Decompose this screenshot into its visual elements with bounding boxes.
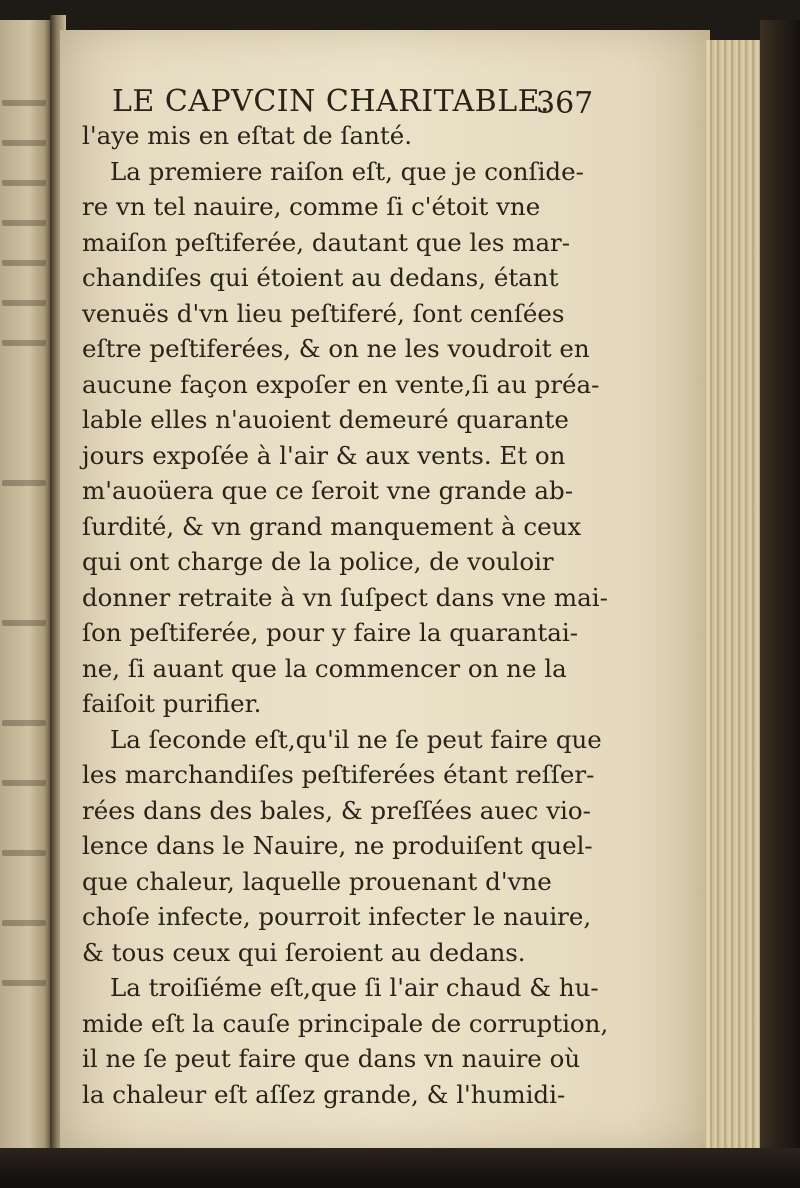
show-through-mark [2, 850, 46, 856]
text-line: eſtre peſtiferées, & on ne les voudroit en [82, 334, 590, 363]
show-through-mark [2, 780, 46, 786]
show-through-mark [2, 340, 46, 346]
text-line: l'aye mis en eſtat de ſanté. [82, 121, 413, 150]
previous-page-edge [0, 20, 52, 1160]
text-line: lence dans le Nauire, ne produiſent quel- [82, 831, 593, 860]
text-line: La ſeconde eſt,qu'il ne ſe peut faire que [110, 724, 602, 754]
text-line: venuës d'vn lieu peſtiferé, ſont cenſées [82, 298, 565, 328]
show-through-mark [2, 480, 46, 486]
body-text [82, 118, 700, 1112]
show-through-mark [2, 140, 46, 146]
show-through-mark [2, 260, 46, 266]
text-line: La troiſiéme eſt,que ſi l'air chaud & hu- [110, 973, 599, 1002]
text-line: jours expoſée à l'air & aux vents. Et on [82, 440, 566, 470]
show-through-mark [2, 300, 46, 306]
text-line: ne, ſi auant que la commencer on ne la [82, 653, 567, 683]
text-line: m'auoüera que ce ſeroit vne grande ab- [82, 476, 573, 505]
text-line: ſon peſtiferée, pour y faire la quarantai- [82, 618, 578, 647]
page-number: 367 [536, 86, 594, 121]
page-edges [706, 40, 766, 1150]
bottom-shadow [0, 1148, 800, 1188]
text-line: re vn tel nauire, comme ſi c'étoit vne [82, 192, 541, 221]
show-through-mark [2, 980, 46, 986]
text-line: qui ont charge de la police, de vouloir [82, 547, 554, 576]
show-through-mark [2, 180, 46, 186]
show-through-mark [2, 920, 46, 926]
show-through-mark [2, 100, 46, 106]
text-line: il ne ſe peut faire que dans vn nauire où [82, 1044, 581, 1073]
book-cover-edge [760, 20, 800, 1188]
text-line: La premiere raiſon eſt, que je conſide- [110, 156, 584, 186]
text-line: mide eſt la cauſe principale de corruption, [82, 1008, 609, 1038]
show-through-mark [2, 720, 46, 726]
text-line: aucune façon expoſer en vente,ſi au préa- [82, 369, 600, 399]
text-line: faiſoit purifier. [82, 689, 262, 718]
text-line: rées dans des bales, & preſſées auec vio- [82, 795, 591, 825]
text-line: donner retraite à vn ſuſpect dans vne mai- [82, 582, 608, 612]
text-line: que chaleur, laquelle prouenant d'vne [82, 866, 552, 896]
text-line: chandiſes qui étoient au dedans, étant [82, 263, 559, 292]
show-through-mark [2, 220, 46, 226]
text-line: & tous ceux qui ſeroient au dedans. [82, 937, 526, 967]
text-line: maiſon peſtiferée, dautant que les mar- [82, 227, 571, 257]
text-line: ſurdité, & vn grand manquement à ceux [82, 511, 582, 541]
text-line: lable elles n'auoient demeuré quarante [82, 405, 569, 434]
text-line: la chaleur eſt aſſez grande, & l'humidi- [82, 1079, 566, 1109]
text-line: les marchandiſes peſtiferées étant reſſer- [82, 760, 595, 789]
running-head: LE CAPVCIN CHARITABLE. [112, 84, 551, 119]
show-through-mark [2, 620, 46, 626]
text-line: choſe infecte, pourroit infecter le nauire, [82, 902, 592, 931]
